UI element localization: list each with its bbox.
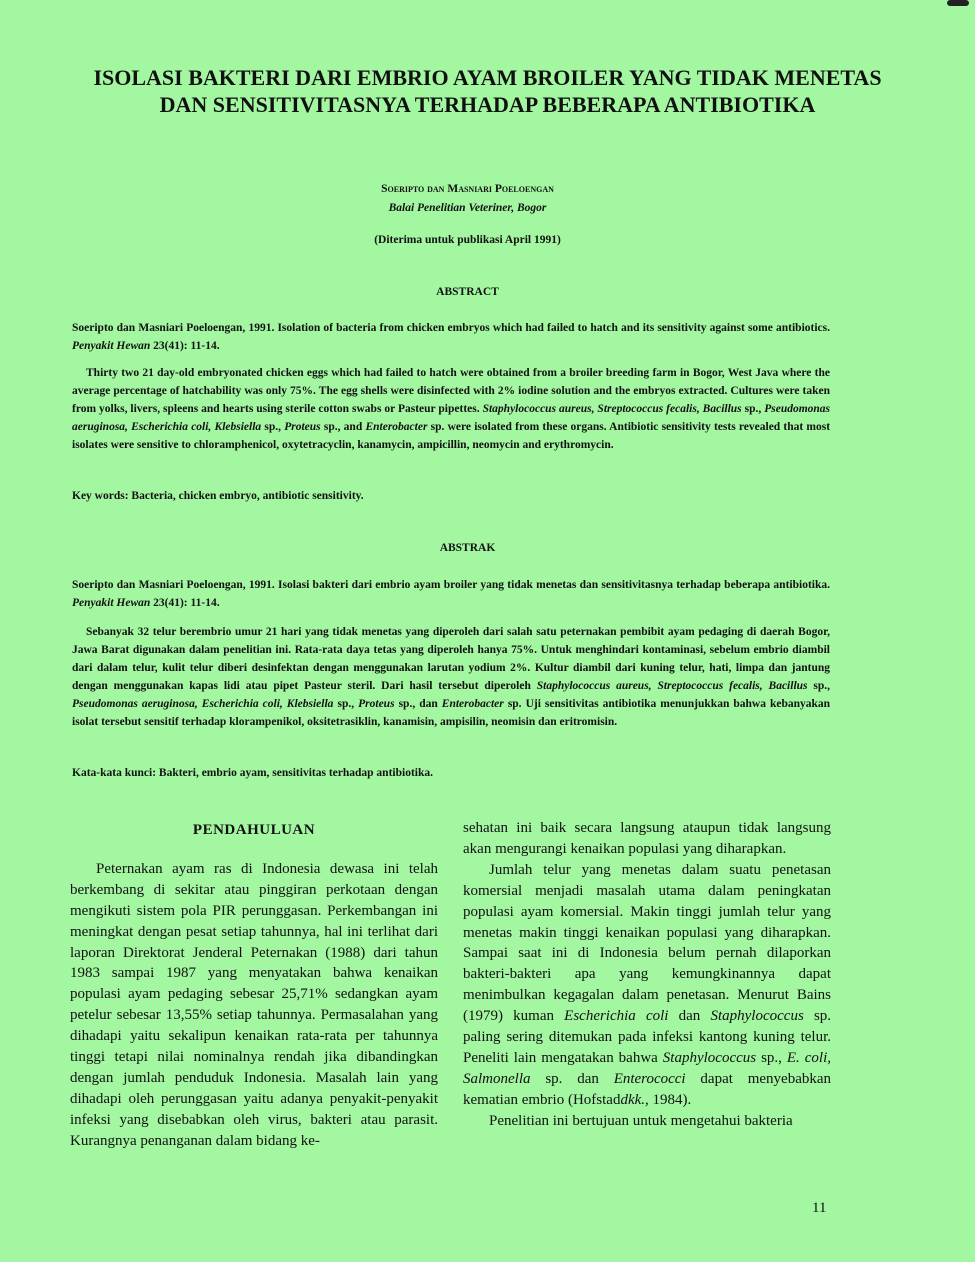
page-number: 11: [812, 1200, 827, 1216]
intro-paragraph-4: Penelitian ini bertujuan untuk mengetahui bakteria: [489, 1112, 793, 1129]
authors: Soeripto dan Masniari Poeloengan: [381, 183, 554, 195]
abstrak-heading: ABSTRAK: [439, 542, 496, 554]
right-column: [463, 818, 831, 1132]
abstract-heading: ABSTRACT: [436, 286, 499, 298]
intro-paragraph-3: Jumlah telur yang menetas dalam suatu penetasan komersial menjadi masalah utama dalam peningkatan populasi ayam komersial. Makin tinggi jumlah telur yang menetas makin tinggi kenaikan populasi yang diharapkan. Sampai saat ini di Indonesia belum pernah dilaporkan bakteri-bakteri apa yang kemungkinannya dapat menimbulkan kegagalan dalam penetasan. Menurut Bains (1979) kuman Escherichia coli dan Staphylococcus sp. paling sering ditemukan pada infeksi kantong kuning telur. Peneliti lain mengatakan bahwa Staphylococcus sp., E. coli, Salmonella sp. dan Enterococci dapat menyebabkan kematian embrio (Hofstaddkk., 1984).: [463, 861, 832, 1108]
abstrak-citation: Soeripto dan Masniari Poeloengan, 1991. Isolasi bakteri dari embrio ayam broiler yang tidak menetas dan sensitivitasnya terhadap beberapa antibiotika. Penyakit Hewan 23(41): 11-14.: [72, 579, 830, 609]
abstrak-body: Sebanyak 32 telur berembrio umur 21 hari yang tidak menetas yang diperoleh dari salah satu peternakan pembibit ayam pedaging di daerah Bogor, Jawa Barat digunakan dalam penelitian ini. Rata-rata daya tetas yang diperoleh hanya 75%. Untuk menghindari kontaminasi, sebelum embrio diambil dari dalam telur, kulit telur diberi desinfektan dengan menggunakan larutan yodium 2%. Kultur diambil dari kuning telur, hati, limpa dan jantung dengan menggunakan kapas lidi atau pipet Pasteur steril. Dari hasil tersebut diperoleh Staphylococcus aureus, Streptococcus fecalis, Bacillus sp., Pseudomonas aeruginosa, Escherichia coli, Klebsiella sp., Proteus sp., dan Enterobacter sp. Uji sensitivitas antibiotika menunjukkan bahwa kebanyakan isolat tersebut sensitif terhadap klorampenikol, oksitetrasiklin, kanamisin, ampisilin, neomisin dan eritromisin.: [72, 626, 831, 728]
intro-paragraph-2: sehatan ini baik secara langsung ataupun tidak langsung akan mengurangi kenaikan populasi yang diharapkan.: [463, 820, 831, 857]
received-date: (Diterima untuk publikasi April 1991): [374, 234, 561, 246]
intro-paragraph-1: Peternakan ayam ras di Indonesia dewasa ini telah berkembang di sekitar atau pinggiran perkotaan dengan mengikuti sistem pola PIR perunggasan. Perkembangan ini meningkat dengan pesat setiap tahunnya, hal ini terlihat dari laporan Direktorat Jenderal Peternakan (1988) dari tahun 1983 sampai 1987 yang menyatakan bahwa kenaikan populasi ayam pedaging sebesar 25,71% sedangkan ayam petelur sebesar 13,55% setiap tahunnya. Permasalahan yang dihadapi yaitu sekalipun kenaikan rata-rata per tahunnya tinggi tetapi nilai nominalnya rendah jika dibandingkan dengan jumlah penduduk Indonesia. Masalah lain yang dihadapi oleh perunggasan yaitu adanya penyakit-penyakit infeksi yang disebabkan oleh virus, bakteri atau parasit. Kurangnya penanganan dalam bidang ke-: [70, 860, 438, 1149]
author-block: [0, 180, 935, 218]
intro-heading: PENDAHULUAN: [192, 822, 316, 838]
institution: Balai Penelitian Veteriner, Bogor: [388, 202, 547, 214]
abstrak-keywords: Kata-kata kunci: Bakteri, embrio ayam, sensitivitas terhadap antibiotika.: [72, 767, 433, 779]
scan-spot: [947, 0, 969, 6]
abstract-keywords: Key words: Bacteria, chicken embryo, antibiotic sensitivity.: [72, 490, 364, 502]
left-column: [70, 820, 438, 1152]
paper-title: ISOLASI BAKTERI DARI EMBRIO AYAM BROILER YANG TIDAK MENETAS DAN SENSITIVITASNYA TERHADAP BEBERAPA ANTIBIOTIKA: [93, 65, 882, 117]
abstract-body: Thirty two 21 day-old embryonated chicken eggs which had failed to hatch were obtained from a broiler breeding farm in Bogor, West Java where the average percentage of hatchability was only 75%. The egg shells were disinfected with 2% iodine solution and the embryos extracted. Cultures were taken from yolks, livers, spleens and hearts using sterile cotton swabs or Pasteur pipettes. Staphylococcus aureus, Streptococcus fecalis, Bacillus sp., Pseudomonas aeruginosa, Escherichia coli, Klebsiella sp., Proteus sp., and Enterobacter sp. were isolated from these organs. Antibiotic sensitivity tests revealed that most isolates were sensitive to chloramphenicol, oxytetracyclin, kanamycin, ampicillin, neomycin and erythromycin.: [72, 367, 831, 451]
abstract-citation: Soeripto dan Masniari Poeloengan, 1991. Isolation of bacteria from chicken embryos which had failed to hatch and its sensitivity against some antibiotics. Penyakit Hewan 23(41): 11-14.: [72, 322, 830, 352]
